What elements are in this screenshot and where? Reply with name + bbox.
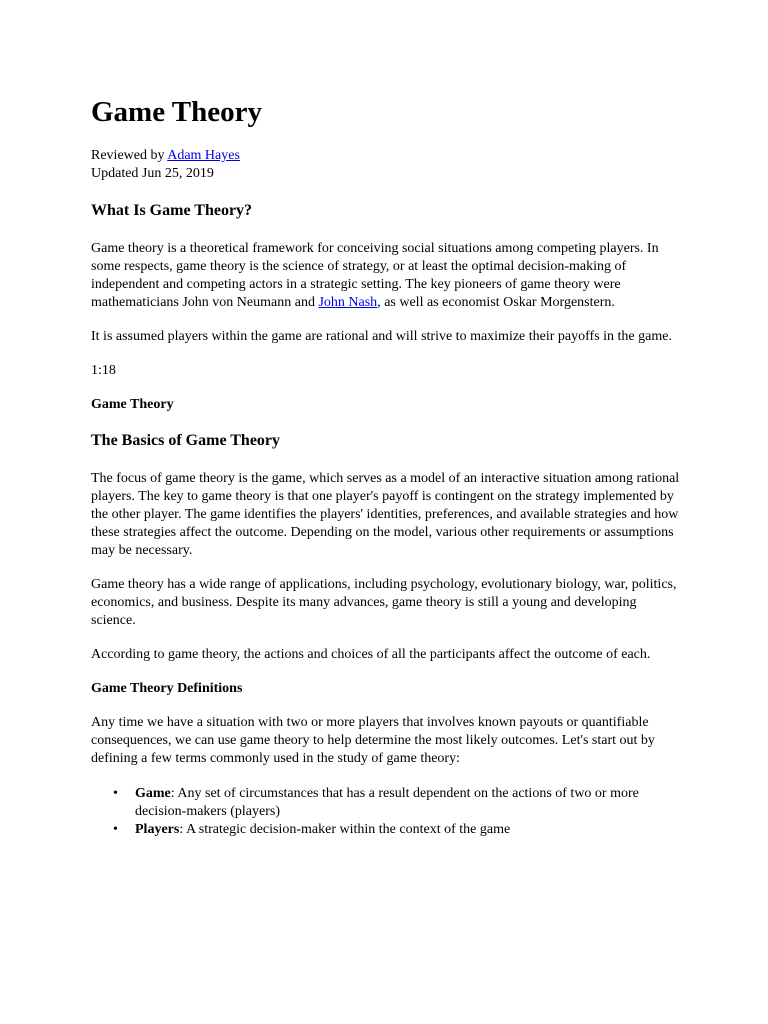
paragraph: Game theory has a wide range of applications, including psychology, evolutionary biology, war, politics, economics, and business. Despite its many advances, game theory is still a young and developing science. bbox=[91, 577, 677, 628]
section-heading-definitions: Game Theory Definitions bbox=[91, 681, 243, 696]
definition-text: : Any set of circumstances that has a result dependent on the actions of two or more decision-makers (players) bbox=[135, 786, 639, 819]
reviewer-link[interactable]: Adam Hayes bbox=[167, 148, 240, 163]
definition-term: Game bbox=[135, 786, 171, 801]
article-meta bbox=[91, 147, 240, 183]
video-title: Game Theory bbox=[91, 397, 174, 412]
reviewed-by-line bbox=[91, 147, 240, 165]
video-duration: 1:18 bbox=[91, 363, 116, 378]
bullet-icon: • bbox=[113, 822, 118, 837]
paragraph: It is assumed players within the game are rational and will strive to maximize their payoffs in the game. bbox=[91, 329, 672, 344]
updated-date: Updated Jun 25, 2019 bbox=[91, 166, 214, 181]
paragraph bbox=[91, 240, 681, 312]
bullet-icon: • bbox=[113, 786, 118, 801]
article-body bbox=[91, 200, 681, 839]
paragraph: The focus of game theory is the game, which serves as a model of an interactive situation among rational players. The key to game theory is that one player's payoff is contingent on the strategy implemented by the other player. The game identifies the players' identities, preferences, and available strategies and how these strategies affect the outcome. Depending on the model, various other requirements or assumptions may be necessary. bbox=[91, 471, 680, 558]
definition-term: Players bbox=[135, 822, 180, 837]
list-item bbox=[91, 821, 681, 839]
list-item bbox=[91, 785, 681, 821]
definition-text: : A strategic decision-maker within the context of the game bbox=[179, 822, 511, 837]
reviewed-by-label: Reviewed by bbox=[91, 148, 165, 163]
section-heading-basics: The Basics of Game Theory bbox=[91, 432, 281, 449]
paragraph-text: , as well as economist Oskar Morgenstern. bbox=[377, 295, 615, 310]
page-title: Game Theory bbox=[91, 96, 263, 128]
paragraph: According to game theory, the actions and choices of all the participants affect the outcome of each. bbox=[91, 647, 651, 662]
definitions-list bbox=[91, 785, 681, 839]
john-nash-link[interactable]: John Nash bbox=[318, 295, 378, 310]
paragraph: Any time we have a situation with two or more players that involves known payouts or quantifiable consequences, we can use game theory to help determine the most likely outcomes. Let's start out by defining a few terms commonly used in the study of game theory: bbox=[91, 715, 655, 766]
section-heading-what-is: What Is Game Theory? bbox=[91, 202, 253, 219]
paragraph-text: Game theory is a theoretical framework for conceiving social situations among competing players. In some respects, game theory is the science of strategy, or at least the optimal decision-making of independent and competing actors in a strategic setting. The key pioneers of game theory were mathematicians John von Neumann and bbox=[91, 241, 659, 310]
